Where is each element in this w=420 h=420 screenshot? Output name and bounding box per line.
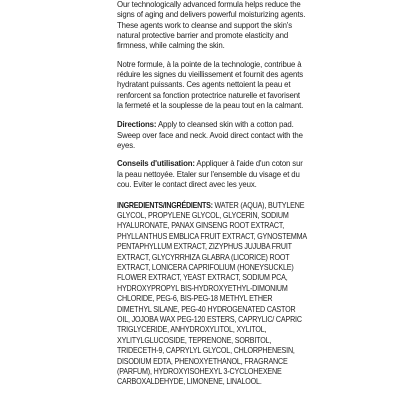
directions-french-heading: Conseils d'utilisation: <box>117 158 195 169</box>
ingredients-block <box>117 200 308 387</box>
directions-english-heading: Directions: <box>117 119 157 130</box>
description-block <box>117 0 307 190</box>
directions-english-text: Apply to cleansed skin with a cotton pad. Sweep over face and neck. Avoid direct contact with the eyes. <box>117 119 303 151</box>
product-label <box>117 0 307 387</box>
ingredients-list: WATER (AQUA), BUTYLENE GLYCOL, PROPYLENE GLYCOL, GLYCERIN, SODIUM HYALURONATE, PANAX GINSENG ROOT EXTRACT, PHYLLANTHUS EMBLICA FRUIT EXTRACT, GYNOSTEMMA PENTAPHYLLUM EXTRACT, ZIZYPHUS JUJUBA FRUIT EXTRACT, GLYCYRRHIZA GLABRA (LICORICE) ROOT EXTRACT, LONICERA CAPRIFOLIUM (HONEYSUCKLE) FLOWER EXTRACT, YEAST EXTRACT, SODIUM PCA, HYDROXYPROPYL BIS-HYDROXYETHYL-DIMONIUM CHLORIDE, PEG-6, BIS-PEG-18 METHYL ETHER DIMETHYL SILANE, PEG-40 HYDROGENATED CASTOR OIL, JOJOBA WAX PEG-120 ESTERS, CAPRYLIC/ CAPRIC TRIGLYCERIDE, ANHYDROXYLITOL, XYLITOL, XYLITYLGLUCOSIDE, TEPRENONE, SORBITOL, TRIDECETH-9, CAPRYLYL GLYCOL, CHLORPHENESIN, DISODIUM EDTA, PHENOXYETHANOL, FRAGRANCE (PARFUM), HYDROXYISOHEXYL 3-CYCLOHEXENE CARBOXALDEHYDE, LIMONENE, LINALOOL. <box>117 199 307 387</box>
directions-english <box>117 119 307 150</box>
directions-french-text: Appliquer à l'aide d'un coton sur la peau nettoyée. Etaler sur l'ensemble du visage et du cou. Eviter le contact direct avec les yeux. <box>117 158 303 190</box>
intro-french: Notre formule, à la pointe de la technologie, contribue à réduire les signes du vieillissement et fournit des agents hydratant puissants. Ces agents nettoient la peau et renforcent sa fonction protectrice naturelle et favorisent la fermeté et la souplesse de la peau tout en la calmant. <box>117 58 304 111</box>
ingredients-heading: INGREDIENTS/INGRÉDIENTS: <box>117 199 213 210</box>
intro-english: Our technologically advanced formula helps reduce the signs of aging and delivers powerful moisturizing agents. These agents work to cleanse and support the skin's natural protective barrier and promote elasticity and firmness, while calming the skin. <box>117 0 306 51</box>
directions-french <box>117 158 307 189</box>
